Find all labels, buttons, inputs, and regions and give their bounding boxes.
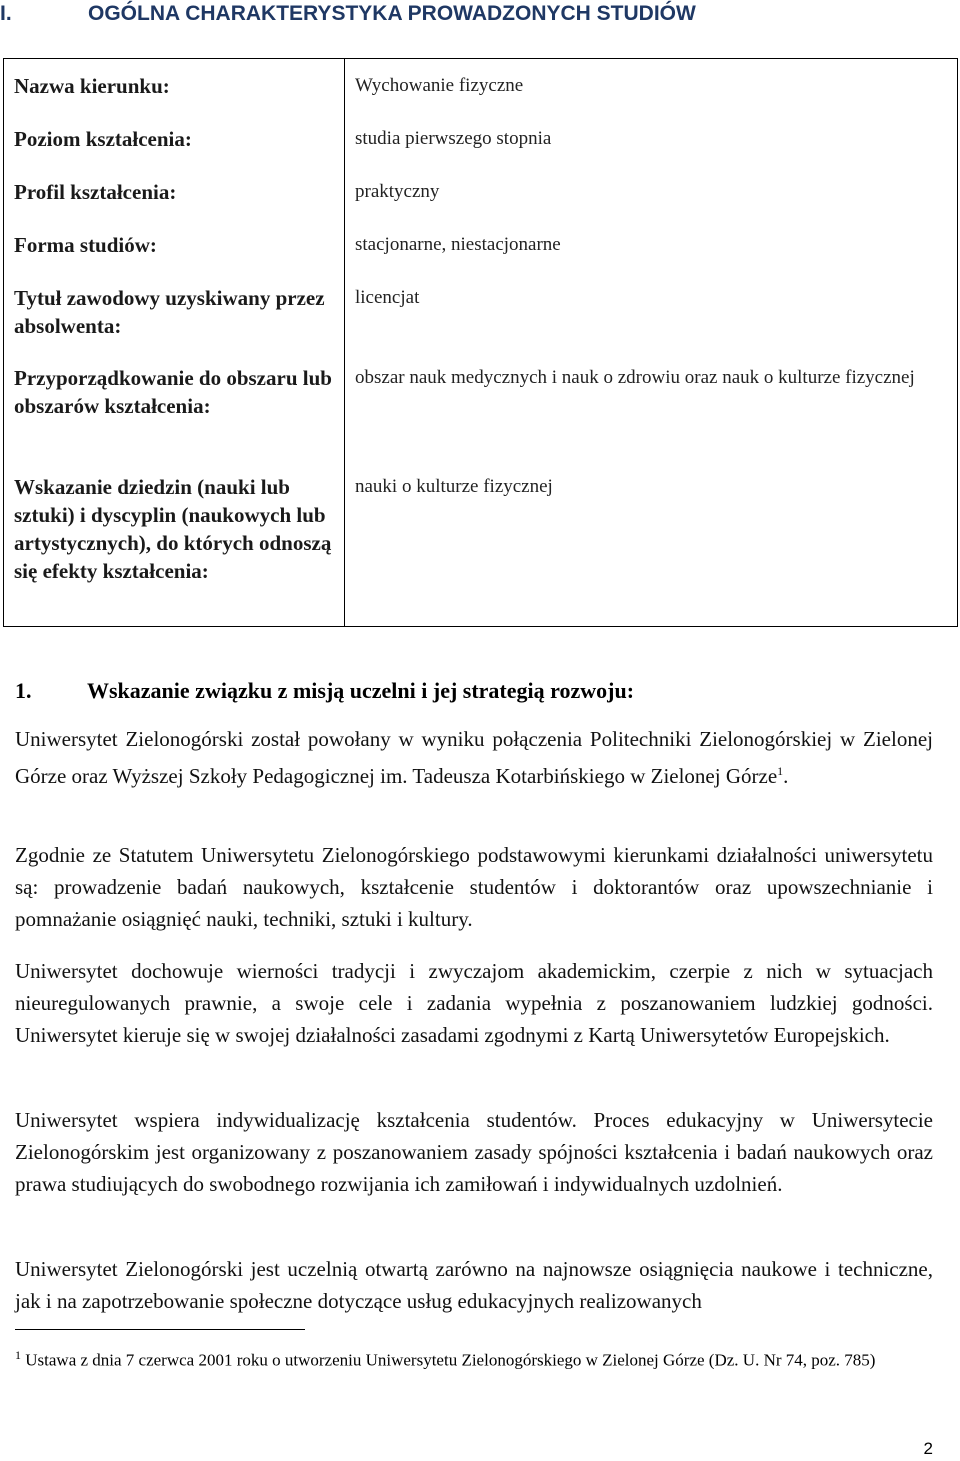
row-label: Profil kształcenia: <box>4 165 345 218</box>
table-row <box>4 165 958 218</box>
row-value: obszar nauk medycznych i nauk o zdrowiu oraz nauk o kulturze fizycznej <box>355 367 915 388</box>
row-value: nauki o kulturze fizycznej <box>355 476 553 497</box>
section-heading <box>15 678 634 704</box>
row-label: Tytuł zawodowy uzyskiwany przez absolwenta: <box>4 271 345 351</box>
paragraph-text: Uniwersytet Zielonogórski został powołany w wyniku połączenia Politechniki Zielonogórskiej w Zielonej Górze oraz Wyższej Szkoły Pedagogicznej im. Tadeusza Kotarbińskiego w Zielonej Górze <box>15 727 933 788</box>
section-title: Wskazanie związku z misją uczelni i jej strategią rozwoju: <box>87 678 635 703</box>
study-info-table <box>3 58 958 627</box>
paragraph: Uniwersytet Zielonogórski jest uczelnią otwartą zarówno na najnowsze osiągnięcia naukowe i techniczne, jak i na zapotrzebowanie społeczne dotyczące usług edukacyjnych realizowanych <box>15 1257 933 1313</box>
chapter-number: I. <box>0 2 12 25</box>
chapter-title: OGÓLNA CHARAKTERYSTYKA PROWADZONYCH STUDIÓW <box>88 2 696 25</box>
chapter-heading <box>0 2 696 26</box>
footnote-mark: 1 <box>15 1348 21 1362</box>
footnote <box>15 1341 933 1375</box>
section-number: 1. <box>15 678 32 703</box>
row-label: Nazwa kierunku: <box>4 59 345 113</box>
paragraph: Uniwersytet wspiera indywidualizację kształcenia studentów. Proces edukacyjny w Uniwersytecie Zielonogórskim jest organizowany z poszanowaniem zasady spójności kształcenia i badań naukowych oraz prawa studiujących do swobodnego rozwijania ich zamiłowań i indywidualnych uzdolnień. <box>15 1108 933 1196</box>
table-row <box>4 59 958 113</box>
row-value: stacjonarne, niestacjonarne <box>355 234 561 255</box>
footnote-reference: 1 <box>777 764 784 778</box>
page-number: 2 <box>923 1439 933 1458</box>
footnote-separator <box>15 1329 305 1330</box>
paragraph <box>15 723 933 792</box>
footnote-text: Ustawa z dnia 7 czerwca 2001 roku o utworzeniu Uniwersytetu Zielonogórskiego w Zielonej Górze (Dz. U. Nr 74, poz. 785) <box>21 1350 876 1370</box>
row-value: praktyczny <box>355 181 440 202</box>
row-label: Poziom kształcenia: <box>4 112 345 165</box>
paragraph: Uniwersytet dochowuje wierności tradycji i zwyczajom akademickim, czerpie z nich w sytuacjach nieuregulowanych prawnie, a swoje cele i zadania wypełnia z poszanowaniem ludzkiej godności. Uniwersytet kieruje się w swojej działalności zasadami zgodnymi z Kartą Uniwersytetów Europejskich. <box>15 959 933 1047</box>
table-row <box>4 112 958 165</box>
paragraph: Zgodnie ze Statutem Uniwersytetu Zielonogórskiego podstawowymi kierunkami działalności uniwersytetu są: prowadzenie badań naukowych, kształcenie studentów i doktorantów oraz upowszechnianie i pomnażanie osiągnięć nauki, techniki, sztuki i kultury. <box>15 843 933 931</box>
table-row <box>4 460 958 627</box>
table-row <box>4 271 958 351</box>
table-row <box>4 218 958 271</box>
row-label: Wskazanie dziedzin (nauki lub sztuki) i dyscyplin (naukowych lub artystycznych), do których odnoszą się efekty kształcenia: <box>4 460 345 627</box>
row-value: studia pierwszego stopnia <box>355 128 552 149</box>
row-label: Przyporządkowanie do obszaru lub obszarów kształcenia: <box>4 351 345 460</box>
paragraph-end: . <box>783 764 789 788</box>
row-value: Wychowanie fizyczne <box>355 75 524 96</box>
row-value: licencjat <box>355 287 420 308</box>
row-label: Forma studiów: <box>4 218 345 271</box>
table-row <box>4 351 958 460</box>
